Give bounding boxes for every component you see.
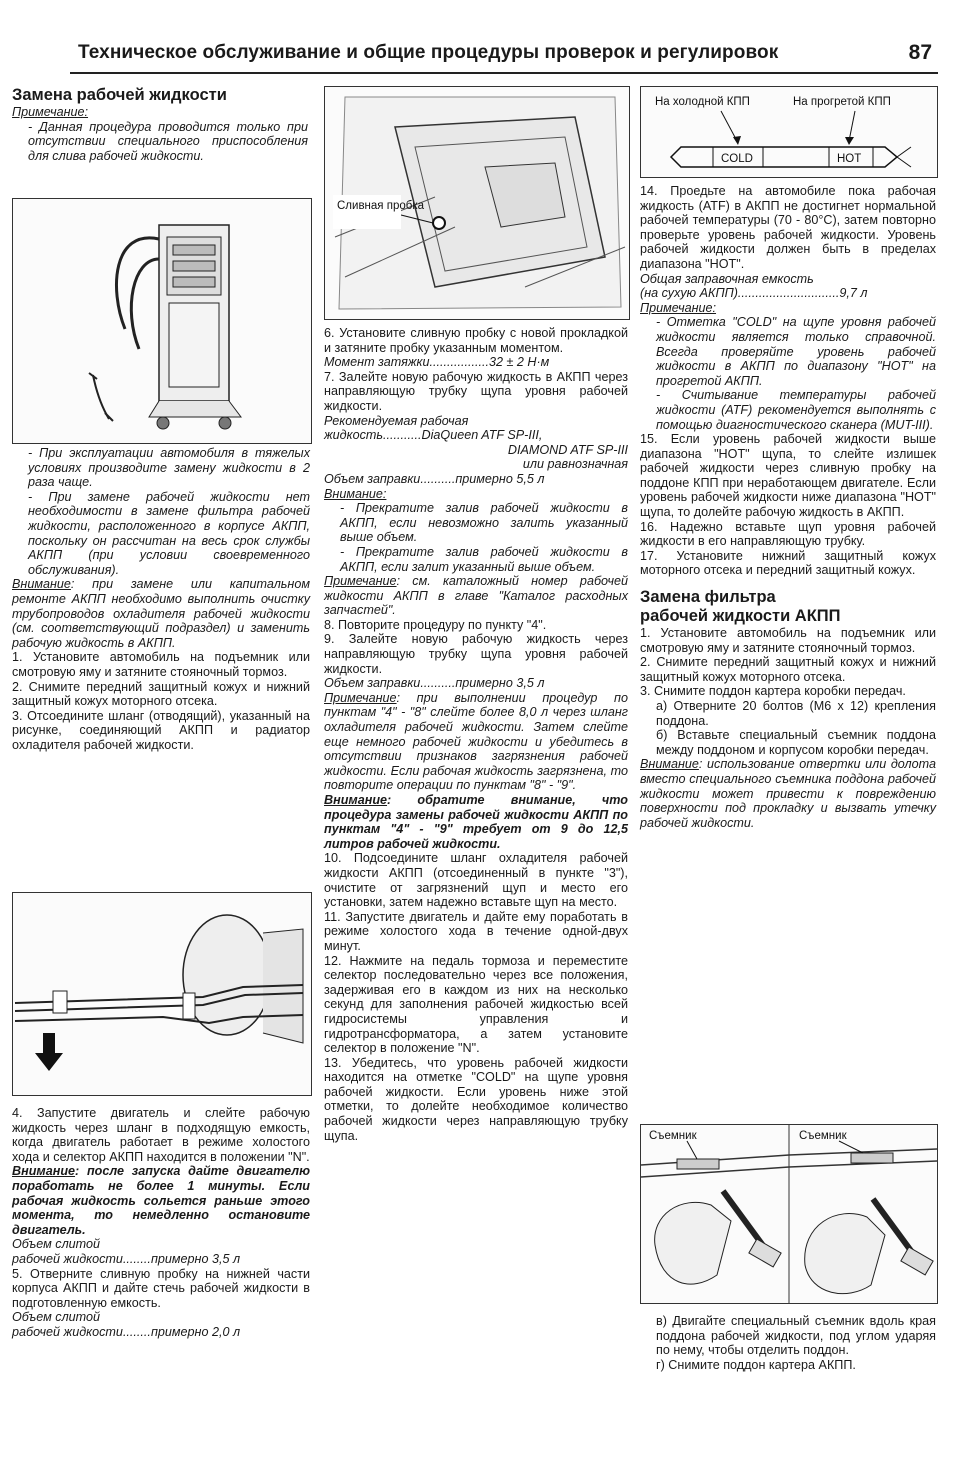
column-1	[12, 86, 312, 163]
note-label: Примечание:	[12, 105, 89, 119]
spec-value-2: примерно 2,0 л	[150, 1324, 241, 1339]
warning-item-2: - Прекратите залив рабочей жидкости в АКПП, если залит указанный выше объем.	[340, 544, 628, 574]
step-2: 2. Снимите передний защитный кожух и нижний защитный кожух моторного отсека.	[12, 679, 310, 709]
warning-text: : при замене или капитальном ремонте АКПП необходимо выполнить очистку трубопроводов охладителя рабочей жидкости (см. соответствующий подраздел) и заменить рабочую жидкость в АКПП.	[12, 577, 310, 650]
step-11: 11. Запустите двигатель и дайте ему поработать в режиме холостого хода в течение одной-двух минут.	[324, 909, 628, 953]
step-13: 13. Убедитесь, что уровень рабочей жидкости находится на отметке "COLD" на щупе уровня рабочей жидкости. Если уровень ниже этой отметки, то долейте необходимое количество рабочей жидкости через направляющую трубку щупа.	[324, 1055, 628, 1143]
step-9: 9. Залейте новую рабочую жидкость через направляющую трубку щупа уровня рабочей жидкости.	[324, 632, 628, 676]
filter-step-1: 1. Установите автомобиль на подъемник или смотровую яму и затяните стояночный тормоз.	[640, 626, 936, 655]
column-3-bottom	[640, 1314, 936, 1372]
warning-text-2: : обратите внимание, что процедура замены рабочей жидкости АКПП по пунктам "4" - "9" требует от 9 до 12,5 литров рабочей жидкости.	[324, 793, 628, 851]
step-15: 15. Если уровень рабочей жидкости выше диапазона "HOT" щупа, то слейте излишек рабочей жидкости через сливную пробку на поддоне КПП при неработающем двигателе. Если уровень рабочей жидкости ниже диапазона "HOT" щупа, то долейте рабочую жидкость в АКПП.	[640, 432, 936, 520]
note-text-2: : при выполнении процедур по пунктам "4" - "8" слейте более 8,0 л через шланг охладителя рабочей жидкости. Затем слейте еще немного рабочей жидкости и убедитесь в отсутствии признаков загрязнения рабочей жидкости. Если рабочая жидкость загрязнена, то повторите операции по пунктам "8" - "9".	[324, 690, 628, 793]
warning-label: Внимание:	[324, 486, 387, 501]
chapter-title: Техническое обслуживание и общие процедуры проверок и регулировок	[78, 42, 779, 63]
note-label: Примечание	[324, 574, 397, 589]
hot-mark: HOT	[837, 153, 862, 165]
note-text: - Данная процедура проводится только при отсутствии специального приспособления для слива рабочей жидкости.	[28, 119, 308, 163]
transmission-hose-illustration	[13, 893, 311, 1095]
puller-label-2: Съемник	[799, 1130, 847, 1142]
step-12: 12. Нажмите на педаль тормоза и переместите селектор последовательно через все положения, задерживая его в каждом из них на несколько секунд для заполнения рабочей жидкостью всей гидросистемы управления и гидротрансформатора, а затем установите селектор в положение "N".	[324, 953, 628, 1056]
cooler-hose-figure	[12, 892, 312, 1096]
step-17: 17. Установите нижний защитный кожух моторного отсека и передний защитный кожух.	[640, 548, 936, 578]
step-14: 14. Проедьте на автомобиле пока рабочая жидкость (ATF) в АКПП не достигнет нормальной рабочей температуры (70 - 80°C), затем повторно проверьте уровень рабочей жидкости. Уровень рабочей жидкости должен быть в пределах диапазона "HOT".	[640, 184, 936, 271]
warning-text: : использование отвертки или долота вместо специального съемника поддона рабочей жидкости может привести к повреждению поверхности под прокладку и вызвать утечку рабочей жидкости.	[640, 757, 936, 830]
note-text: : см. каталожный номер рабочей жидкости АКПП в главе "Каталог расходных запчастей".	[324, 574, 628, 618]
dipstick-figure	[640, 86, 938, 178]
fill-label-2: Объем заправки	[324, 676, 421, 691]
puller-label-1: Съемник	[649, 1130, 697, 1142]
filter-step-3d: г) Снимите поддон картера АКПП.	[656, 1357, 856, 1372]
cold-mark: COLD	[721, 153, 753, 165]
drain-plug-figure	[324, 86, 630, 320]
page-number: 87	[908, 41, 932, 64]
pan-puller-figure	[640, 1124, 938, 1304]
spec-label: Объем слитой	[12, 1237, 101, 1252]
column-2: 6. Установите сливную пробку с новой прокладкой и затяните пробку указанным моментом. Момент затяжки.................32 ± 2 Н·м 7. Залейте новую рабочую жидкость в АКПП через направляющую трубку щупа уровня рабочей жидкости. Рекомендуемая рабочая жидкость...........DiaQueen ATF SP-III, DIAMOND ATF SP-III или равнозначная Объем заправки..........примерно 5,5 л Внимание: - Прекратите залив рабочей жидкости в АКПП, если невозможно залить указанный выше объем. - Прекратите залив рабочей жидкости в АКПП, если залит указанный выше объем. Примечание: см. каталожный номер рабочей жидкости АКПП в главе "Каталог расходных запчастей". 8. Повторите процедуру по пункту "4". 9. Залейте новую рабочую жидкость через направляющую трубку щупа уровня рабочей жидкости. Объем заправки..........примерно 3,5 л Примечание: при выполнении процедур по пунктам "4" - "8" слейте более 8,0 л через шланг охладителя рабочей жидкости. Затем слейте еще немного рабочей жидкости и убедитесь в отсутствии признаков загрязнения рабочей жидкости. Если рабочая жидкость загрязнена, то повторите операции по пунктам "8" - "9". Внимание: обратите внимание, что процедура замены рабочей жидкости АКПП по пунктам "4" - "9" требует от 9 до 12,5 литров рабочей жидкости. 10. Подсоедините шланг охладителя рабочей жидкости АКПП (отсоединенный в пункте "3"), очистите от загрязнений щуп и место его установки, затем надежно вставьте щуп на место. 11. Запустите двигатель и дайте ему поработать в режиме холостого хода в течение одной-двух минут. 12. Нажмите на педаль тормоза и переместите селектор последовательно через все положения, задерживая его в каждом из них на несколько секунд для заполнения рабочей жидкостью всей гидросистемы управления и гидротрансформатора, а затем установите селектор в положение "N". 13. Убедитесь, что уровень рабочей жидкости находится на отметке "COLD" на щупе уровня рабочей жидкости. Если уровень ниже этой отметки, то долейте необходимое количество рабочей жидкости через направляющую трубку щупа.	[324, 326, 628, 1143]
step-4: 4. Запустите двигатель и слейте рабочую жидкость через шланг в подходящую емкость, когда двигатель работает в режиме холостого хода и селектор АКПП находится в положении "N".	[12, 1106, 310, 1164]
filter-step-3c: в) Двигайте специальный съемник вдоль края поддона рабочей жидкости, под углом ударяя по нему, чтобы отделить поддон.	[656, 1314, 936, 1358]
rec-value-3: или равнозначная	[522, 457, 628, 472]
capacity-value: 9,7 л	[839, 286, 868, 301]
note-item-2: - Считывание температуры рабочей жидкости (ATF) рекомендуется выполнять с помощью диагностического сканера (MUT-III).	[656, 388, 936, 432]
warning-label: Внимание	[640, 757, 699, 772]
section-heading-2b: рабочей жидкости АКПП	[640, 607, 841, 626]
warning-label-2: Внимание	[12, 1164, 76, 1179]
pan-puller-illustration	[641, 1125, 937, 1303]
fill-label: Объем заправки	[324, 471, 421, 486]
section-heading: Замена рабочей жидкости	[12, 86, 227, 104]
rec-label: Рекомендуемая рабочая	[324, 413, 469, 428]
spec-label-3: Объем слитой	[12, 1310, 101, 1325]
step-6: 6. Установите сливную пробку с новой прокладкой и затяните пробку указанным моментом.	[324, 326, 628, 355]
warning-item-1: - Прекратите залив рабочей жидкости в АКПП, если невозможно залить указанный выше объем.	[340, 501, 628, 545]
filter-step-2: 2. Снимите передний защитный кожух и нижний защитный кожух моторного отсека.	[640, 655, 936, 684]
warning-label: Внимание	[12, 577, 71, 592]
drain-machine-figure	[12, 198, 312, 444]
torque-label: Момент затяжки	[324, 355, 430, 370]
column-3: 14. Проедьте на автомобиле пока рабочая жидкость (ATF) в АКПП не достигнет нормальной рабочей температуры (70 - 80°C), затем повторно проверьте уровень рабочей жидкости. Уровень рабочей жидкости должен быть в пределах диапазона "HOT". Общая заправочная емкость (на сухую АКПП).............................9,7 л Примечание: - Отметка "COLD" на щупе уровня рабочей жидкости является только справочной. Всегда проверяйте уровень рабочей жидкости в АКПП по диапазону "HOT" на прогретой АКПП. - Считывание температуры рабочей жидкости (ATF) рекомендуется выполнять с помощью диагностического сканера (MUT-III). 15. Если уровень рабочей жидкости выше диапазона "HOT" щупа, то слейте излишек рабочей жидкости через сливную пробку на поддоне КПП при неработающем двигателе. Если уровень рабочей жидкости ниже диапазона "HOT" щупа, то долейте рабочую жидкость в АКПП. 16. Надежно вставьте щуп уровня рабочей жидкости в его направляющую трубку. 17. Установите нижний защитный кожух моторного отсека и передний защитный кожух. Замена фильтра рабочей жидкости АКПП 1. Установите автомобиль на подъемник или смотровую яму и затяните стояночный тормоз. 2. Снимите передний защитный кожух и нижний защитный кожух моторного отсека. 3. Снимите поддон картера коробки передач. а) Отверните 20 болтов (M6 x 12) крепления поддона. б) Вставьте специальный съемник поддона между поддоном и корпусом коробки передач. Внимание: использование отвертки или долота вместо специального съемника поддона рабочей жидкости может привести к повреждению поверхности под прокладку и вызвать утечку рабочей жидкости.	[640, 184, 936, 830]
torque-value: 32 ± 2 Н·м	[488, 355, 550, 370]
drain-plug-illustration	[325, 87, 629, 319]
step-5: 5. Отверните сливную пробку на нижней части корпуса АКПП и дайте стечь рабочей жидкости в подготовленную емкость.	[12, 1266, 310, 1310]
cold-gearbox-label: На холодной КПП	[655, 96, 750, 108]
tip-1: - При эксплуатации автомобиля в тяжелых условиях производите замену жидкости в 2 раза чаще.	[28, 446, 310, 490]
capacity-label-2: (на сухую АКПП)	[640, 286, 738, 301]
step-10: 10. Подсоедините шланг охладителя рабочей жидкости АКПП (отсоединенный в пункте "3"), очистите от загрязнений щуп и место его установки, затем надежно вставьте щуп на место.	[324, 851, 628, 910]
note-item-1: - Отметка "COLD" на щупе уровня рабочей жидкости является только справочной. Всегда проверяйте уровень рабочей жидкости в АКПП по диапазону "HOT" на прогретой АКПП.	[656, 315, 936, 388]
fill-value-2: примерно 3,5 л	[455, 676, 545, 691]
spec-value: примерно 3,5 л	[150, 1251, 241, 1266]
spec-label-4: рабочей жидкости	[12, 1324, 123, 1339]
drain-plug-label: Сливная пробка	[337, 200, 425, 212]
column-1-bottom: 4. Запустите двигатель и слейте рабочую жидкость через шланг в подходящую емкость, когда двигатель работает в режиме холостого хода и селектор АКПП находится в положении "N". Внимание: после запуска дайте двигателю поработать не более 1 минуты. Если рабочая жидкость сольется раньше этого момента, то немедленно остановите двигатель. Объем слитой рабочей жидкости........примерно 3,5 л 5. Отверните сливную пробку на нижней части корпуса АКПП и дайте стечь рабочей жидкости в подготовленную емкость. Объем слитой рабочей жидкости........примерно 2,0 л	[12, 1106, 310, 1339]
step-8: 8. Повторите процедуру по пункту "4".	[324, 617, 547, 632]
step-3: 3. Отсоедините шланг (отводящий), указанный на рисунке, соединяющий АКПП и радиатор охладителя рабочей жидкости.	[12, 708, 310, 752]
spec-label-2: рабочей жидкости	[12, 1251, 123, 1266]
page-header	[70, 40, 938, 74]
capacity-label: Общая заправочная емкость	[640, 271, 814, 286]
hot-gearbox-label: На прогретой КПП	[793, 96, 891, 108]
tip-2: - При замене рабочей жидкости нет необходимости в замене фильтра рабочей жидкости, расположенного в корпусе АКПП, поскольку он рассчитан на весь срок службы АКПП (при условии своевременного обслуживания).	[28, 489, 310, 577]
note-label: Примечание:	[640, 300, 717, 315]
filter-step-3b: б) Вставьте специальный съемник поддона между поддоном и корпусом коробки передач.	[656, 728, 936, 757]
section-heading-2a: Замена фильтра	[640, 588, 776, 607]
column-1-body	[12, 446, 310, 752]
step-16: 16. Надежно вставьте щуп уровня рабочей жидкости в его направляющую трубку.	[640, 519, 936, 549]
warning-text-2: : после запуска дайте двигателю поработать не более 1 минуты. Если рабочая жидкость сольется раньше этого момента, то немедленно остановите двигатель.	[12, 1164, 310, 1237]
rec-label-2: жидкость	[324, 428, 383, 443]
note-label-2: Примечание	[324, 690, 397, 705]
dipstick-illustration	[641, 87, 937, 177]
fill-value: примерно 5,5 л	[455, 471, 545, 486]
warning-label-2: Внимание	[324, 793, 388, 807]
filter-step-3: 3. Снимите поддон картера коробки передач.	[640, 684, 906, 699]
filter-step-3a: а) Отверните 20 болтов (M6 x 12) крепления поддона.	[656, 699, 936, 728]
step-7: 7. Залейте новую рабочую жидкость в АКПП через направляющую трубку щупа уровня рабочей жидкости.	[324, 369, 628, 413]
drain-machine-illustration	[13, 199, 311, 443]
rec-value-2: DIAMOND ATF SP-III	[507, 442, 628, 457]
step-1: 1. Установите автомобиль на подъемник или смотровую яму и затяните стояночный тормоз.	[12, 650, 310, 679]
rec-value-1: DiaQueen ATF SP-III,	[421, 428, 543, 443]
